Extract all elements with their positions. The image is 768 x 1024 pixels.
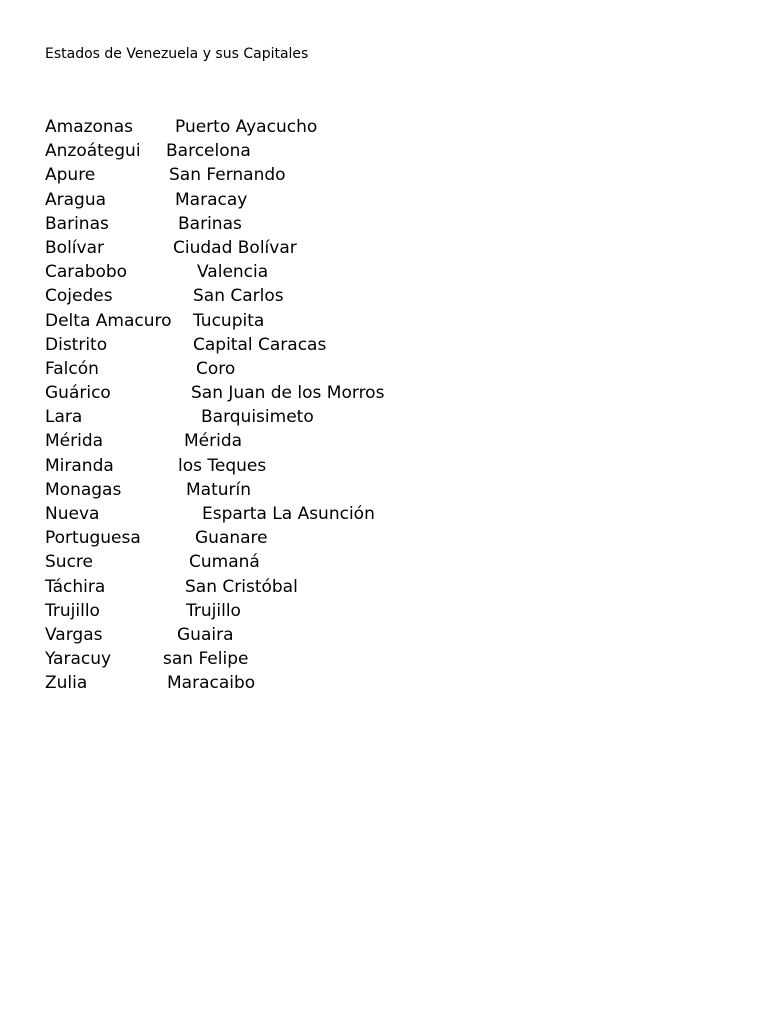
list-item	[45, 575, 745, 599]
capital-name: San Cristóbal	[185, 576, 298, 597]
list-item	[45, 212, 745, 236]
capital-name: Maturín	[186, 479, 252, 500]
capital-name: Tucupita	[193, 310, 265, 331]
list-item	[45, 405, 745, 429]
state-name: Bolívar	[45, 237, 104, 258]
capital-name: Barquisimeto	[201, 407, 314, 428]
state-name: Distrito	[45, 334, 108, 355]
capital-name: Maracaibo	[167, 673, 256, 694]
capital-name: los Teques	[178, 455, 267, 476]
capital-name: San Carlos	[193, 286, 284, 307]
document-title: Estados de Venezuela y sus Capitales	[45, 46, 309, 62]
state-name: Trujillo	[45, 600, 100, 621]
capital-name: Ciudad Bolívar	[173, 237, 297, 258]
state-name: Amazonas	[45, 117, 133, 137]
state-name: Falcón	[45, 358, 99, 379]
state-name: Mérida	[45, 431, 104, 452]
state-name: Apure	[45, 165, 96, 186]
list-item	[45, 381, 745, 405]
state-name: Nueva	[45, 504, 100, 524]
list-item	[45, 236, 745, 260]
state-name: Lara	[45, 407, 83, 428]
capital-name: san Felipe	[163, 649, 249, 670]
list-item	[45, 188, 745, 212]
list-item	[45, 550, 745, 574]
capital-name: Guaira	[177, 624, 234, 645]
state-name: Sucre	[45, 552, 93, 573]
capital-name: Barcelona	[166, 141, 251, 162]
capital-name: Maracay	[175, 189, 248, 210]
state-name: Cojedes	[45, 286, 113, 307]
state-name: Aragua	[45, 189, 107, 210]
list-item	[45, 454, 745, 478]
state-name: Monagas	[45, 479, 122, 500]
capital-name: San Juan de los Morros	[191, 383, 385, 404]
list-item	[45, 309, 745, 333]
capital-name: Cumaná	[189, 552, 260, 573]
state-name: Zulia	[45, 673, 88, 694]
list-item	[45, 260, 745, 284]
list-item	[45, 478, 745, 502]
list-item	[45, 284, 745, 308]
list-item	[45, 357, 745, 381]
list-item	[45, 647, 745, 671]
capital-name: Trujillo	[186, 600, 241, 621]
capital-name: Mérida	[184, 431, 243, 452]
capital-name: Capital Caracas	[193, 334, 327, 355]
state-name: Vargas	[45, 624, 103, 645]
state-name: Miranda	[45, 455, 114, 476]
list-item	[45, 623, 745, 647]
list-item	[45, 333, 745, 357]
list-item	[45, 502, 745, 526]
list-item	[45, 526, 745, 550]
state-name: Carabobo	[45, 262, 128, 283]
capital-name: Valencia	[197, 262, 269, 283]
list-item	[45, 599, 745, 623]
state-name: Barinas	[45, 213, 109, 234]
state-name: Delta Amacuro	[45, 310, 172, 331]
list-item	[45, 139, 745, 163]
state-name: Portuguesa	[45, 528, 141, 549]
capital-name: Coro	[196, 358, 236, 379]
list-item	[45, 163, 745, 187]
capital-name: Barinas	[178, 213, 242, 234]
state-name: Guárico	[45, 383, 111, 404]
state-capital-list	[45, 115, 745, 696]
capital-name: Guanare	[195, 528, 268, 549]
capital-name: Puerto Ayacucho	[175, 117, 318, 137]
capital-name: San Fernando	[169, 165, 286, 186]
list-item	[45, 429, 745, 453]
list-item	[45, 671, 745, 695]
state-name: Táchira	[45, 576, 106, 597]
state-name: Yaracuy	[45, 649, 112, 670]
list-item	[45, 115, 745, 139]
state-name: Anzoátegui	[45, 141, 141, 162]
capital-name: Esparta La Asunción	[202, 504, 375, 524]
